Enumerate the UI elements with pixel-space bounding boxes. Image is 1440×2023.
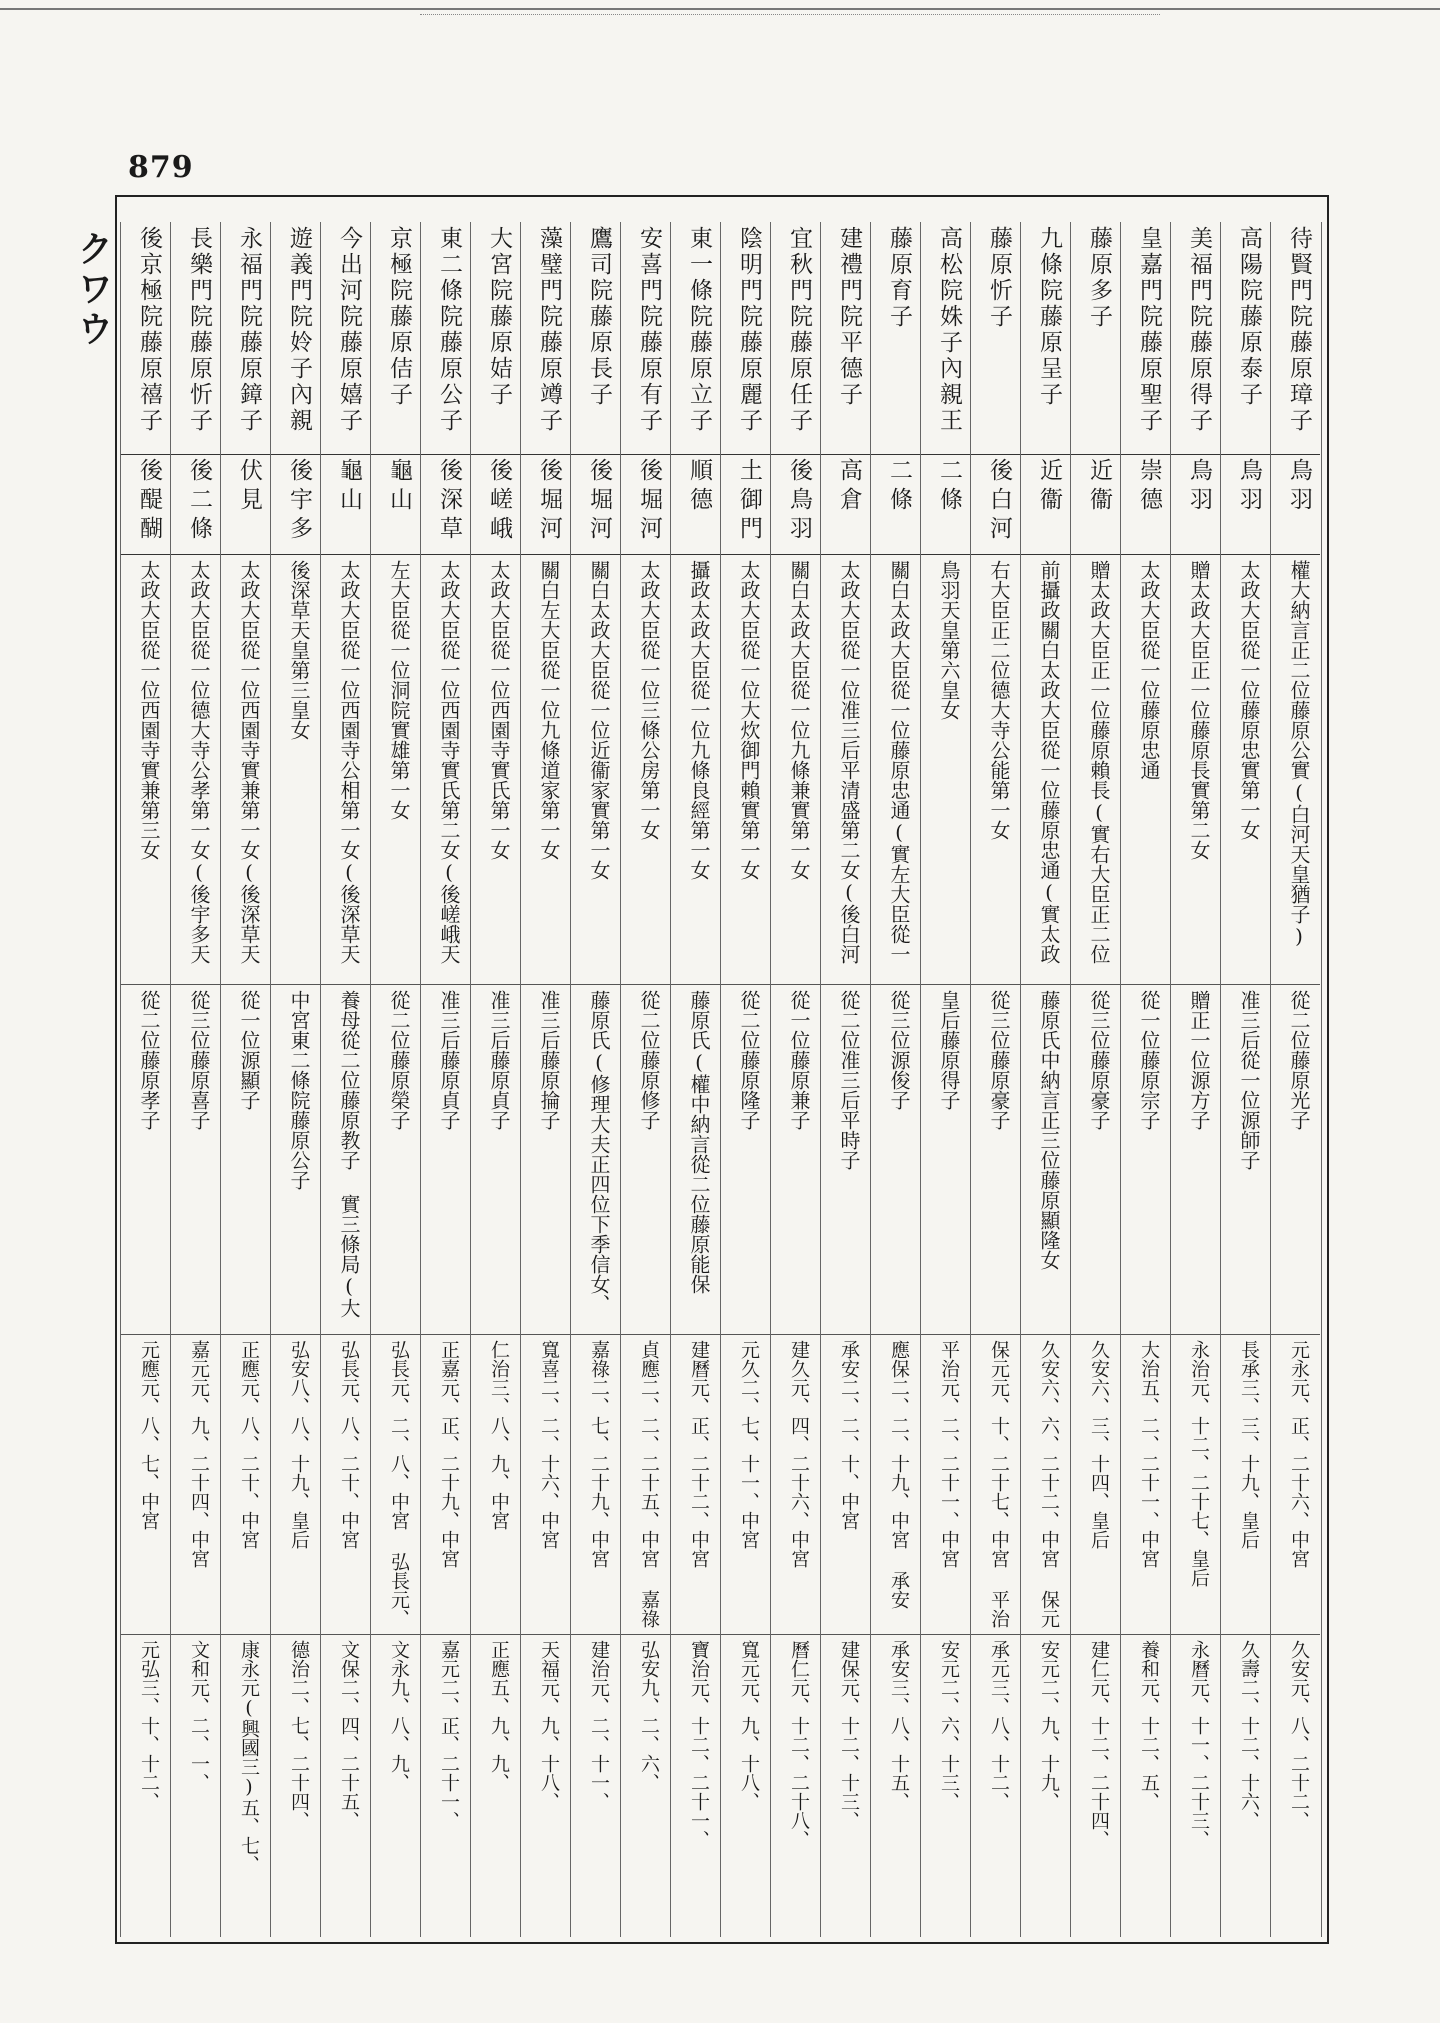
father-info: 太政大臣從一位西園寺實氏第二女(後嵯峨天 xyxy=(437,560,461,964)
consort-name: 今出河院藤原嬉子 xyxy=(336,226,362,434)
death-date: 承安三、八、十五、 xyxy=(888,1640,910,1811)
father-info: 後深草天皇第三皇女 xyxy=(287,560,311,740)
appointment-date: 保元元、十、二十七、中宮 平治 xyxy=(988,1340,1010,1628)
consort-name: 高松院姝子內親王 xyxy=(936,226,962,434)
consort-name: 藤原育子 xyxy=(886,226,912,330)
appointment-date: 久安六、三、十四、皇后 xyxy=(1088,1340,1110,1549)
father-info: 關白左大臣從一位九條道家第一女 xyxy=(537,560,561,860)
death-date: 德治二、七、二十四、 xyxy=(288,1640,310,1830)
table-column xyxy=(620,222,671,1937)
father-info: 贈太政大臣正一位藤原賴長(實右大臣正二位 xyxy=(1087,560,1111,964)
table-column xyxy=(320,222,371,1937)
emperor-name: 崇德 xyxy=(1136,458,1162,516)
table-column xyxy=(670,222,721,1937)
appointment-date: 承安二、二、十、中宮 xyxy=(838,1340,860,1530)
mother-info: 贈正一位源方子 xyxy=(1187,990,1211,1130)
father-info: 太政大臣從一位西園寺實兼第一女(後深草天 xyxy=(237,560,261,964)
death-date: 天福元、九、十八、 xyxy=(538,1640,560,1811)
appointment-date: 長承三、三、十九、皇后 xyxy=(1238,1340,1260,1549)
death-date: 正應五、九、九、 xyxy=(488,1640,510,1792)
emperor-name: 後深草 xyxy=(436,458,462,545)
table-column xyxy=(1120,222,1171,1937)
emperor-name: 後堀河 xyxy=(586,458,612,545)
mother-info: 從一位源顯子 xyxy=(237,990,261,1110)
mother-info: 准三后從一位源師子 xyxy=(1237,990,1261,1170)
emperor-name: 鳥羽 xyxy=(1286,458,1312,516)
emperor-name: 二條 xyxy=(936,458,962,516)
mother-info: 准三后藤原掄子 xyxy=(537,990,561,1130)
consort-name: 高陽院藤原泰子 xyxy=(1236,226,1262,408)
death-date: 承元三、八、十二、 xyxy=(988,1640,1010,1811)
consort-name: 東二條院藤原公子 xyxy=(436,226,462,434)
consort-name: 遊義門院姈子內親 xyxy=(286,226,312,434)
death-date: 曆仁元、十二、二十八、 xyxy=(788,1640,810,1849)
emperor-name: 後嵯峨 xyxy=(486,458,512,545)
father-info: 關白太政大臣從一位藤原忠通(實左大臣從一 xyxy=(887,560,911,964)
father-info: 鳥羽天皇第六皇女 xyxy=(937,560,961,720)
mother-info: 中宮東二條院藤原公子 xyxy=(287,990,311,1190)
mother-info: 從二位藤原修子 xyxy=(637,990,661,1130)
consort-name: 美福門院藤原得子 xyxy=(1186,226,1212,434)
father-info: 右大臣正二位德大寺公能第一女 xyxy=(987,560,1011,840)
father-info: 太政大臣從一位准三后平清盛第二女(後白河 xyxy=(837,560,861,964)
appointment-date: 正應元、八、二十、中宮 xyxy=(238,1340,260,1549)
appointment-date: 平治元、二、二十一、中宮 xyxy=(938,1340,960,1568)
appointment-date: 正嘉元、正、二十九、中宮 xyxy=(438,1340,460,1568)
death-date: 安元二、六、十三、 xyxy=(938,1640,960,1811)
appointment-date: 永治元、十二、二十七、皇后 xyxy=(1188,1340,1210,1587)
father-info: 攝政太政大臣從一位九條良經第一女 xyxy=(687,560,711,880)
appointment-date: 建久元、四、二十六、中宮 xyxy=(788,1340,810,1568)
appointment-date: 元永元、正、二十六、中宮 xyxy=(1288,1340,1310,1568)
appointment-date: 弘長元、二、八、中宮 弘長元、 xyxy=(388,1340,410,1628)
father-info: 太政大臣從一位德大寺公孝第一女(後宇多天 xyxy=(187,560,211,964)
emperor-name: 鳥羽 xyxy=(1186,458,1212,516)
table-column xyxy=(1020,222,1071,1937)
death-date: 文和元、二、一、 xyxy=(188,1640,210,1792)
mother-info: 從三位藤原豪子 xyxy=(987,990,1011,1130)
consort-name: 建禮門院平德子 xyxy=(836,226,862,408)
consort-name: 宜秋門院藤原任子 xyxy=(786,226,812,434)
top-dotted-rule xyxy=(420,14,1160,15)
father-info: 太政大臣從一位西園寺公相第一女(後深草天 xyxy=(337,560,361,964)
top-rule xyxy=(0,8,1440,10)
emperor-name: 後堀河 xyxy=(536,458,562,545)
mother-info: 從二位藤原光子 xyxy=(1287,990,1311,1130)
emperor-name: 龜山 xyxy=(386,458,412,516)
emperor-name: 後白河 xyxy=(986,458,1012,545)
death-date: 建保元、十二、十三、 xyxy=(838,1640,860,1830)
father-info: 贈太政大臣正一位藤原長實第二女 xyxy=(1187,560,1211,860)
consort-name: 安喜門院藤原有子 xyxy=(636,226,662,434)
mother-info: 從二位藤原孝子 xyxy=(137,990,161,1130)
emperor-name: 後醍醐 xyxy=(136,458,162,545)
emperor-name: 伏見 xyxy=(236,458,262,516)
table-column xyxy=(1220,222,1271,1937)
mother-info: 准三后藤原貞子 xyxy=(487,990,511,1130)
appointment-date: 應保二、二、十九、中宮 承安 xyxy=(888,1340,910,1609)
death-date: 久安元、八、二十二、 xyxy=(1288,1640,1310,1830)
death-date: 元弘三、十、十二、 xyxy=(138,1640,160,1811)
death-date: 安元二、九、十九、 xyxy=(1038,1640,1060,1811)
death-date: 久壽二、十二、十六、 xyxy=(1238,1640,1260,1830)
table-column xyxy=(270,222,321,1937)
father-info: 太政大臣從一位三條公房第一女 xyxy=(637,560,661,840)
emperor-name: 龜山 xyxy=(336,458,362,516)
table-column xyxy=(820,222,871,1937)
section-kana-heading: クワウ xyxy=(72,230,114,350)
father-info: 太政大臣從一位藤原忠通 xyxy=(1137,560,1161,780)
consort-name: 待賢門院藤原璋子 xyxy=(1286,226,1312,434)
consort-name: 陰明門院藤原麗子 xyxy=(736,226,762,434)
mother-info: 從一位藤原宗子 xyxy=(1137,990,1161,1130)
table-column xyxy=(120,222,171,1937)
appointment-date: 貞應二、二、二十五、中宮 嘉祿 xyxy=(638,1340,660,1628)
death-date: 寶治元、十二、二十一、 xyxy=(688,1640,710,1849)
mother-info: 從三位藤原喜子 xyxy=(187,990,211,1130)
emperor-name: 順德 xyxy=(686,458,712,516)
death-date: 寬元元、九、十八、 xyxy=(738,1640,760,1811)
table-column xyxy=(870,222,921,1937)
father-info: 太政大臣從一位西園寺實兼第三女 xyxy=(137,560,161,860)
table-column xyxy=(570,222,621,1937)
mother-info: 准三后藤原貞子 xyxy=(437,990,461,1130)
consort-name: 大宮院藤原姞子 xyxy=(486,226,512,408)
mother-info: 皇后藤原得子 xyxy=(937,990,961,1110)
table-column xyxy=(170,222,221,1937)
appointment-date: 弘安八、八、十九、皇后 xyxy=(288,1340,310,1549)
consort-name: 藤原忻子 xyxy=(986,226,1012,330)
consort-name: 永福門院藤原鏱子 xyxy=(236,226,262,434)
consort-name: 京極院藤原佶子 xyxy=(386,226,412,408)
table-column xyxy=(370,222,421,1937)
mother-info: 養母從二位藤原教子 實三條局(大 xyxy=(337,990,361,1318)
consort-table xyxy=(120,222,1320,1937)
emperor-name: 近衞 xyxy=(1086,458,1112,516)
table-column xyxy=(720,222,771,1937)
death-date: 康永元(興國三)五、七、 xyxy=(238,1640,260,1874)
mother-info: 從三位源俊子 xyxy=(887,990,911,1110)
death-date: 建治元、二、十一、 xyxy=(588,1640,610,1811)
table-column xyxy=(770,222,821,1937)
mother-info: 從一位藤原兼子 xyxy=(787,990,811,1130)
mother-info: 藤原氏中納言正三位藤原顯隆女 xyxy=(1037,990,1061,1270)
appointment-date: 仁治三、八、九、中宮 xyxy=(488,1340,510,1530)
table-column xyxy=(970,222,1021,1937)
father-info: 太政大臣從一位大炊御門賴實第一女 xyxy=(737,560,761,880)
emperor-name: 後宇多 xyxy=(286,458,312,545)
consort-name: 藤原多子 xyxy=(1086,226,1112,330)
emperor-name: 鳥羽 xyxy=(1236,458,1262,516)
emperor-name: 後鳥羽 xyxy=(786,458,812,545)
appointment-date: 元應元、八、七、中宮 xyxy=(138,1340,160,1530)
table-column xyxy=(1170,222,1221,1937)
consort-name: 藻璧門院藤原竴子 xyxy=(536,226,562,434)
emperor-name: 近衞 xyxy=(1036,458,1062,516)
appointment-date: 嘉元元、九、二十四、中宮 xyxy=(188,1340,210,1568)
emperor-name: 後二條 xyxy=(186,458,212,545)
table-column xyxy=(1070,222,1121,1937)
consort-name: 後京極院藤原禧子 xyxy=(136,226,162,434)
father-info: 權大納言正二位藤原公實(白河天皇猶子) xyxy=(1287,560,1311,948)
father-info: 左大臣從一位洞院實雄第一女 xyxy=(387,560,411,820)
table-column xyxy=(520,222,571,1937)
appointment-date: 寬喜二、二、十六、中宮 xyxy=(538,1340,560,1549)
emperor-name: 二條 xyxy=(886,458,912,516)
consort-name: 長樂門院藤原忻子 xyxy=(186,226,212,434)
mother-info: 藤原氏(修理大夫正四位下季信女、 xyxy=(587,990,611,1314)
consort-name: 鷹司院藤原長子 xyxy=(586,226,612,408)
table-column xyxy=(920,222,971,1937)
consort-name: 東一條院藤原立子 xyxy=(686,226,712,434)
death-date: 文永九、八、九、 xyxy=(388,1640,410,1792)
appointment-date: 弘長元、八、二十、中宮 xyxy=(338,1340,360,1549)
mother-info: 藤原氏(權中納言從二位藤原能保 xyxy=(687,990,711,1294)
table-column xyxy=(1270,222,1322,1937)
death-date: 養和元、十二、五、 xyxy=(1138,1640,1160,1811)
emperor-name: 高倉 xyxy=(836,458,862,516)
emperor-name: 後堀河 xyxy=(636,458,662,545)
death-date: 文保二、四、二十五、 xyxy=(338,1640,360,1830)
mother-info: 從三位藤原豪子 xyxy=(1087,990,1111,1130)
death-date: 弘安九、二、六、 xyxy=(638,1640,660,1792)
appointment-date: 元久二、七、十一、中宮 xyxy=(738,1340,760,1549)
appointment-date: 大治五、二、二十一、中宮 xyxy=(1138,1340,1160,1568)
father-info: 前攝政關白太政大臣從一位藤原忠通(實太政 xyxy=(1037,560,1061,964)
father-info: 關白太政大臣從一位近衞家實第一女 xyxy=(587,560,611,880)
mother-info: 從二位藤原隆子 xyxy=(737,990,761,1130)
consort-name: 皇嘉門院藤原聖子 xyxy=(1136,226,1162,434)
mother-info: 從二位藤原榮子 xyxy=(387,990,411,1130)
father-info: 太政大臣從一位西園寺實氏第一女 xyxy=(487,560,511,860)
mother-info: 從二位准三后平時子 xyxy=(837,990,861,1170)
death-date: 建仁元、十二、二十四、 xyxy=(1088,1640,1110,1849)
appointment-date: 建曆元、正、二十二、中宮 xyxy=(688,1340,710,1568)
death-date: 嘉元二、正、二十一、 xyxy=(438,1640,460,1830)
consort-name: 九條院藤原呈子 xyxy=(1036,226,1062,408)
father-info: 太政大臣從一位藤原忠實第一女 xyxy=(1237,560,1261,840)
death-date: 永曆元、十一、二十三、 xyxy=(1188,1640,1210,1849)
table-column xyxy=(220,222,271,1937)
table-column xyxy=(470,222,521,1937)
appointment-date: 久安六、六、二十二、中宮 保元 xyxy=(1038,1340,1060,1628)
appointment-date: 嘉祿二、七、二十九、中宮 xyxy=(588,1340,610,1568)
table-column xyxy=(420,222,471,1937)
father-info: 關白太政大臣從一位九條兼實第一女 xyxy=(787,560,811,880)
emperor-name: 土御門 xyxy=(736,458,762,545)
page-number: 879 xyxy=(128,150,194,185)
